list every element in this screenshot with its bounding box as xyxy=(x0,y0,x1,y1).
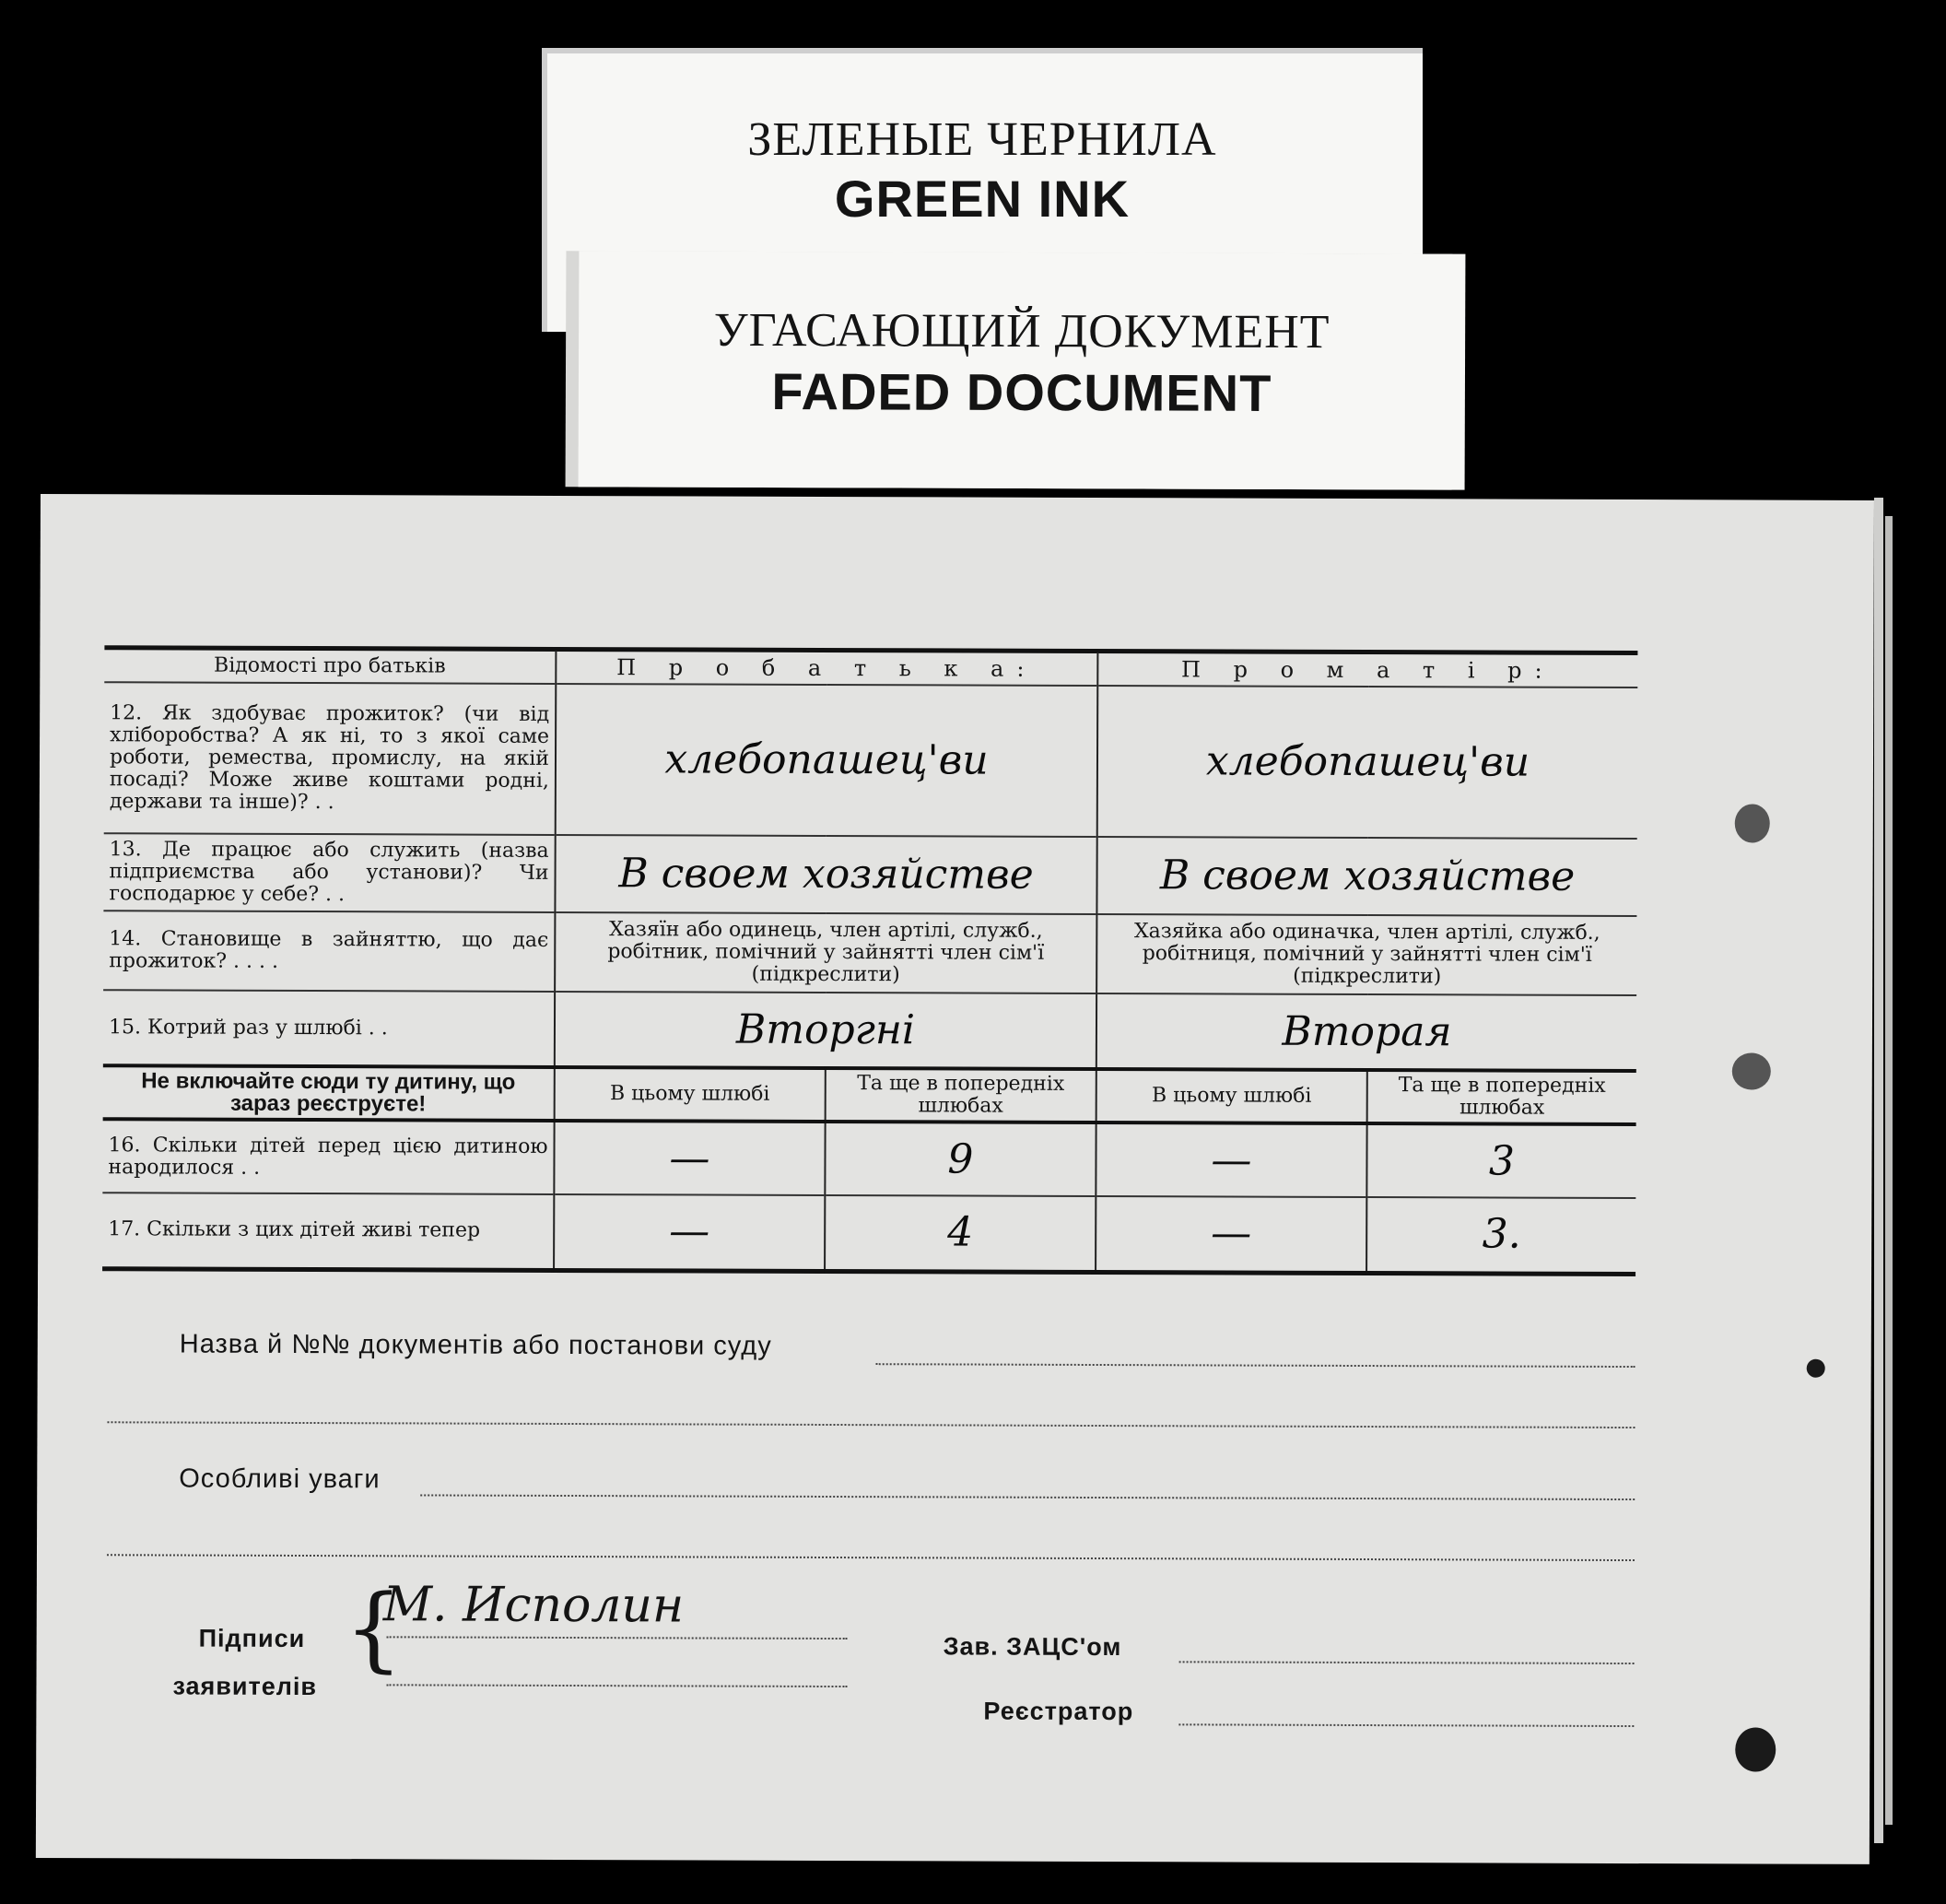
binding-hole xyxy=(1735,804,1770,842)
registry-head-label: Зав. ЗАЦС'ом xyxy=(943,1632,1122,1662)
table-row xyxy=(103,833,1636,916)
green-ink-english-label: GREEN INK xyxy=(834,170,1131,228)
remarks-label: Особливі уваги xyxy=(179,1463,381,1495)
signature-dotted-line-2 xyxy=(386,1684,847,1687)
table-row xyxy=(102,1193,1635,1274)
documents-label: Назва й №№ документів або постанови суду xyxy=(179,1329,772,1361)
page-stack-edge xyxy=(1885,516,1893,1825)
question-13: 13. Де працює або служить (назва підприємства або установи)? Чи господарює у себе? . . xyxy=(103,833,555,912)
mother-children-this-marriage: — xyxy=(1096,1122,1366,1197)
signatures-label-line2: заявителів xyxy=(172,1672,318,1701)
father-occupation: хлебопашец'ви xyxy=(556,684,1098,837)
father-children-this-marriage: — xyxy=(554,1121,825,1195)
father-living-this-marriage: — xyxy=(554,1194,825,1271)
question-12: 12. Як здобуває прожиток? (чи від хліборобства? А як ні, то з якої саме роботи, ремества, промислу, на якій посаді? Може живе коштами родні, держави та інше)? . . xyxy=(104,682,557,835)
mother-occupation: хлебопашец'ви xyxy=(1097,686,1638,839)
registrar-label: Реєстратор xyxy=(983,1697,1134,1726)
applicant-signature: М. Исполин xyxy=(382,1577,685,1634)
mother-column-header: П р о м а т і р: xyxy=(1097,652,1637,688)
registration-form-sheet xyxy=(36,494,1874,1864)
mother-employment-status: Хазяйка або одиначка, член артілі, служб., робітниця, помічний у зайнятті член сім'ї (підкреслити) xyxy=(1096,914,1636,995)
question-17: 17. Скільки з цих дітей живі тепер xyxy=(102,1193,554,1270)
father-this-marriage-header: В цьому шлюбі xyxy=(555,1067,826,1122)
faded-document-label-card xyxy=(579,251,1466,489)
parents-info-table xyxy=(102,649,1637,1275)
mother-workplace: В своем хозяйстве xyxy=(1096,837,1636,916)
faded-document-english-label: FADED DOCUMENT xyxy=(771,362,1272,422)
question-14: 14. Становище в зайняттю, що дає прожиток? . . . . xyxy=(103,911,555,992)
remarks-dotted-line xyxy=(420,1494,1635,1500)
father-workplace: В своем хозяйстве xyxy=(555,835,1096,914)
question-16: 16. Скільки дітей перед цією дитиною народилося . . xyxy=(102,1119,554,1194)
binding-hole xyxy=(1735,1727,1776,1771)
documents-dotted-line-2 xyxy=(107,1421,1635,1428)
father-living-previous: 4 xyxy=(825,1195,1096,1272)
parents-info-header: Відомості про батьків xyxy=(104,649,556,684)
father-column-header: П р о б а т ь к а: xyxy=(556,651,1097,686)
faded-document-russian-label: УГАСАЮЩИЙ ДОКУМЕНТ xyxy=(713,303,1331,359)
remarks-dotted-line-2 xyxy=(107,1554,1635,1561)
mother-previous-marriages-header: Та ще в попередніх шлюбах xyxy=(1367,1070,1636,1124)
signature-brace: { xyxy=(344,1574,404,1683)
mother-marriage-number: Вторая xyxy=(1096,993,1636,1071)
documents-dotted-line xyxy=(876,1363,1635,1368)
children-header-row xyxy=(103,1065,1636,1124)
table-row xyxy=(103,990,1636,1071)
children-exclusion-note: Не включайте сюди ту дитину, що зараз реєструєте! xyxy=(103,1065,555,1121)
registry-head-dotted-line xyxy=(1179,1661,1635,1664)
table-header-row xyxy=(104,649,1637,688)
binding-hole xyxy=(1807,1359,1825,1378)
green-ink-russian-label: ЗЕЛЕНЫЕ ЧЕРНИЛА xyxy=(747,113,1217,166)
mother-children-previous: 3 xyxy=(1366,1123,1635,1198)
father-children-previous: 9 xyxy=(825,1122,1096,1196)
signatures-label-line1: Підписи xyxy=(198,1624,306,1653)
table-row xyxy=(104,682,1638,839)
mother-living-previous: 3. xyxy=(1366,1197,1635,1274)
mother-this-marriage-header: В цьому шлюбі xyxy=(1096,1069,1367,1123)
mother-living-this-marriage: — xyxy=(1096,1196,1366,1273)
binding-hole xyxy=(1732,1052,1771,1089)
table-row xyxy=(102,1119,1635,1198)
registrar-dotted-line xyxy=(1178,1723,1634,1727)
father-marriage-number: Вторгні xyxy=(555,992,1096,1069)
father-previous-marriages-header: Та ще в попередніх шлюбах xyxy=(826,1068,1096,1122)
page-stack-edge xyxy=(1874,498,1883,1843)
table-row xyxy=(103,911,1636,995)
question-15: 15. Котрий раз у шлюбі . . xyxy=(103,990,555,1067)
father-employment-status: Хазяїн або одинець, член артілі, служб., робітник, помічний у зайнятті член сім'ї (підкреслити) xyxy=(555,912,1096,993)
signature-dotted-line-1 xyxy=(387,1636,848,1640)
